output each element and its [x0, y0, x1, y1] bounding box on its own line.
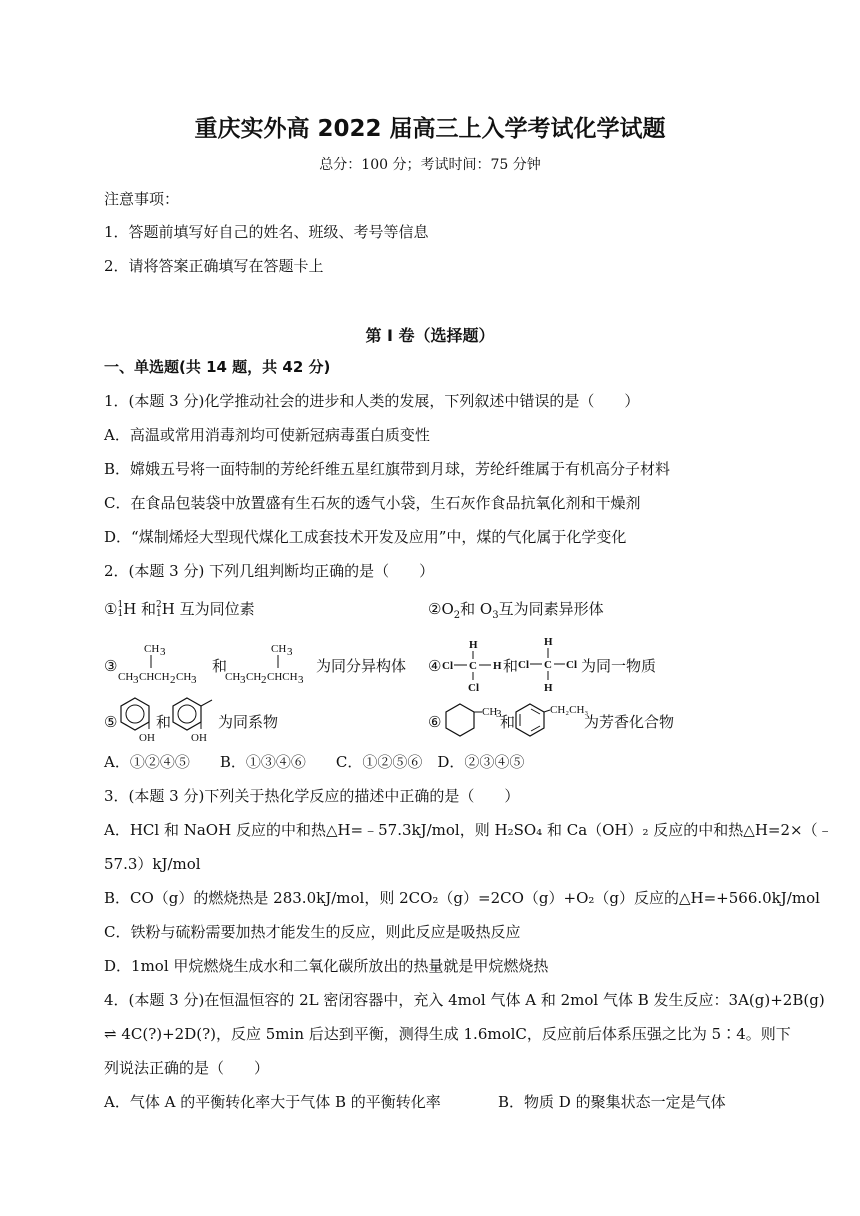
- q1-option-a: A．高温或常用消毒剂均可使新冠病毒蛋白质变性: [104, 426, 430, 444]
- svg-text:CHCH: CHCH: [267, 671, 298, 683]
- q2-item-3-text: 为同分异构体: [316, 657, 407, 675]
- svg-text:2: 2: [170, 674, 176, 686]
- q4-stem-line2: ⇌ 4C(?)+2D(?)，反应 5min 后达到平衡，测得生成 1.6molC，反应前后体系压强之比为 5∶4。则下: [104, 1025, 791, 1043]
- svg-text:H: H: [544, 682, 553, 694]
- structure-3-methylpentane-b: [225, 642, 325, 692]
- q2-item-1-h2: H 互为同位素: [161, 600, 255, 618]
- structure-phenol: [118, 696, 158, 748]
- structure-ethylbenzene: [514, 702, 589, 746]
- svg-text:2: 2: [261, 674, 267, 686]
- q2-item-2: $②O_2$和 $O_3$互为同素异形体: [428, 600, 604, 621]
- q3-option-c: C．铁粉与硫粉需要加热才能发生的反应，则此反应是吸热反应: [104, 923, 521, 941]
- svg-text:Cl: Cl: [566, 659, 577, 671]
- svg-text:Cl: Cl: [442, 660, 453, 672]
- svg-text:CH₂CH₃: CH₂CH₃: [550, 704, 589, 716]
- q1-option-d: D．“煤制烯烃大型现代煤化工成套技术开发及应用”中，煤的气化属于化学变化: [104, 528, 627, 546]
- svg-text:CH: CH: [482, 706, 498, 718]
- svg-text:OH: OH: [139, 732, 155, 744]
- page-title: 重庆实外高 2022 届高三上入学考试化学试题: [194, 116, 666, 142]
- svg-text:CH: CH: [176, 671, 192, 683]
- q2-item-6-and: 和: [500, 713, 516, 731]
- q2-stem: 2．(本题 3 分) 下列几组判断均正确的是（ ）: [104, 562, 435, 580]
- structure-dichloromethane-b: [518, 634, 584, 698]
- q1-option-b: B．嫦娥五号将一面特制的芳纶纤维五星红旗带到月球，芳纶纤维属于有机高分子材料: [104, 460, 671, 478]
- svg-text:3: 3: [298, 674, 304, 686]
- notice-item-1: 1．答题前填写好自己的姓名、班级、考号等信息: [104, 223, 429, 241]
- svg-text:CHCH: CHCH: [139, 671, 170, 683]
- q2-item-6-text: 为芳香化合物: [584, 713, 675, 731]
- q1-option-c: C．在食品包装袋中放置盛有生石灰的透气小袋，生石灰作食品抗氧化剂和干燥剂: [104, 494, 641, 512]
- q4-option-b: B．物质 D 的聚集状态一定是气体: [498, 1093, 726, 1111]
- q3-option-b: B．CO（g）的燃烧热是 283.0kJ/mol，则 2CO₂（g）=2CO（g）+O₂（g）反应的△H=+566.0kJ/mol: [104, 889, 820, 907]
- svg-text:CH: CH: [144, 643, 160, 655]
- svg-text:CH: CH: [246, 671, 262, 683]
- q2-item-6-num: ⑥: [428, 713, 442, 731]
- svg-text:H: H: [469, 639, 478, 651]
- svg-text:H: H: [544, 636, 553, 648]
- exam-meta: 总分：100 分；考试时间：75 分钟: [319, 157, 541, 173]
- svg-text:CH: CH: [118, 671, 134, 683]
- svg-text:H: H: [493, 660, 502, 672]
- q2-item-3-num: ③: [104, 657, 118, 675]
- q4-stem-line1: 4．(本题 3 分)在恒温恒容的 2L 密闭容器中，充入 4mol 气体 A 和 2mol 气体 B 发生反应：3A(g)+2B(g): [104, 991, 825, 1009]
- q3-option-a-line1: A．HCl 和 NaOH 反应的中和热△H=﹣57.3kJ/mol，则 H₂SO₄ 和 Ca（OH）₂ 反应的中和热△H=2×（﹣: [104, 821, 833, 839]
- structure-methylcyclohexane: [444, 702, 504, 746]
- q2-item-4-and: 和: [503, 657, 519, 675]
- q2-item-5-and: 和: [156, 713, 172, 731]
- part-title: 一、单选题(共 14 题，共 42 分): [104, 358, 331, 376]
- q2-item-4-num: ④: [428, 657, 442, 675]
- svg-text:CH: CH: [271, 643, 287, 655]
- section-title: 第 I 卷（选择题）: [365, 326, 495, 345]
- q4-option-a: A．气体 A 的平衡转化率大于气体 B 的平衡转化率: [104, 1093, 441, 1111]
- q2-item-1: ① 1 1 H 和 2 1 H 互为同位素: [104, 600, 255, 619]
- notice-heading: 注意事项：: [104, 190, 180, 208]
- q2-item-1-h1: H 和: [123, 600, 157, 618]
- notice-item-2: 2．请将答案正确填写在答题卡上: [104, 257, 324, 275]
- svg-text:Cl: Cl: [468, 682, 479, 694]
- structure-dichloromethane-a: [442, 638, 508, 698]
- q2-item-3-and: 和: [212, 657, 228, 675]
- svg-text:3: 3: [191, 674, 197, 686]
- q3-option-d: D．1mol 甲烷燃烧生成水和二氧化碳所放出的热量就是甲烷燃烧热: [104, 957, 549, 975]
- svg-text:C: C: [469, 660, 477, 672]
- q2-choices: A．①②④⑤ B．①③④⑥ C．①②⑤⑥ D．②③④⑤: [104, 753, 525, 771]
- q3-stem: 3．(本题 3 分)下列关于热化学反应的描述中正确的是（ ）: [104, 787, 520, 805]
- structure-3-methylpentane-a: [118, 642, 218, 692]
- svg-text:OH: OH: [191, 732, 207, 744]
- svg-text:3: 3: [287, 646, 293, 658]
- q3-option-a-line2: 57.3）kJ/mol: [104, 855, 201, 873]
- q1-stem: 1．(本题 3 分)化学推动社会的进步和人类的发展，下列叙述中错误的是（ ）: [104, 392, 640, 410]
- svg-text:CH: CH: [225, 671, 241, 683]
- q2-item-5-text: 为同系物: [218, 713, 279, 731]
- q4-stem-line3: 列说法正确的是（ ）: [104, 1059, 270, 1077]
- q2-item-5-num: ⑤: [104, 713, 118, 731]
- svg-text:3: 3: [160, 646, 166, 658]
- svg-text:C: C: [544, 659, 552, 671]
- svg-text:3: 3: [240, 674, 246, 686]
- svg-text:Cl: Cl: [518, 659, 529, 671]
- q2-item-1-num: ①: [104, 600, 118, 618]
- svg-text:3: 3: [133, 674, 139, 686]
- q2-item-4-text: 为同一物质: [581, 657, 657, 675]
- svg-text:3: 3: [496, 708, 502, 720]
